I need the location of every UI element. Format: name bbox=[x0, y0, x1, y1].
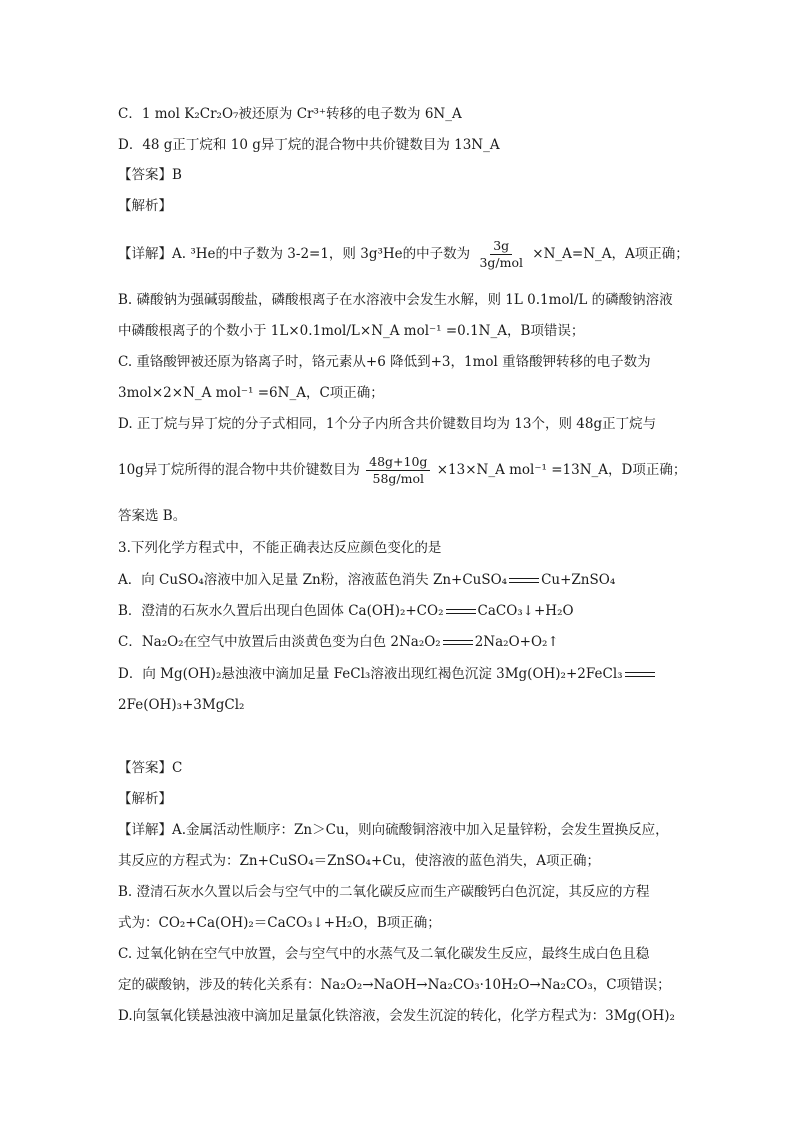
explain-a-line-1: 【详解】A.金属活动性顺序：Zn＞Cu，则向硫酸铜溶液中加入足量锌粉，会发生置换反应， bbox=[118, 822, 669, 838]
q3d-left: D．向 Mg(OH)₂悬浊液中滴加足量 FeCl₃溶液出现红褐色沉淀 3Mg(OH)₂+2FeCl₃ bbox=[118, 666, 623, 682]
detail-d-line-2 bbox=[118, 452, 686, 488]
detail-a-pre: 【详解】A. ³He的中子数为 3-2=1，则 3g³He的中子数为 bbox=[118, 246, 471, 262]
answer-label-2: 【答案】C bbox=[118, 760, 183, 776]
detail-d-line-1: D. 正丁烷与异丁烷的分子式相同，1个分子内所含共价键数目均为 13个，则 48g正丁烷与 bbox=[118, 416, 657, 432]
q3a-left: A．向 CuSO₄溶液中加入足量 Zn粉，溶液蓝色消失 Zn+CuSO₄ bbox=[118, 572, 508, 588]
explain-d-line-1: D.向氢氧化镁悬浊液中滴加足量氯化铁溶液，会发生沉淀的转化，化学方程式为：3Mg(OH)₂ bbox=[118, 1008, 675, 1024]
detail-c-line-1: C. 重铬酸钾被还原为铬离子时，铬元素从+6 降低到+3，1mol 重铬酸钾转移的电子数为 bbox=[118, 354, 651, 370]
q3-option-c bbox=[118, 632, 559, 652]
q3-option-d-cont: 2Fe(OH)₃+3MgCl₂ bbox=[118, 697, 245, 713]
equals-sign bbox=[507, 576, 541, 586]
question-3: 3.下列化学方程式中，不能正确表达反应颜色变化的是 bbox=[118, 540, 442, 556]
explain-c-line-2: 定的碳酸钠，涉及的转化关系有：Na₂O₂→NaOH→Na₂CO₃·10H₂O→Na₂CO₃，C项错误； bbox=[118, 977, 671, 993]
choose-answer: 答案选 B。 bbox=[118, 508, 187, 524]
option-c-prev: C．1 mol K₂Cr₂O₇被还原为 Cr³⁺转移的电子数为 6N_A bbox=[118, 106, 462, 122]
analysis-label-1: 【解析】 bbox=[118, 198, 172, 214]
equals-sign bbox=[444, 607, 478, 617]
q3-option-b bbox=[118, 601, 574, 621]
analysis-label-2: 【解析】 bbox=[118, 791, 172, 807]
option-d-prev: D．48 g正丁烷和 10 g异丁烷的混合物中共价键数目为 13N_A bbox=[118, 137, 500, 153]
fraction-d bbox=[366, 454, 430, 487]
answer-label-1: 【答案】B bbox=[118, 167, 182, 183]
fraction-a-numerator: 3g bbox=[490, 238, 512, 255]
equals-sign bbox=[441, 638, 475, 648]
detail-c-line-2: 3mol×2×N_A mol⁻¹ =6N_A，C项正确； bbox=[118, 385, 384, 401]
q3b-left: B．澄清的石灰水久置后出现白色固体 Ca(OH)₂+CO₂ bbox=[118, 603, 444, 619]
detail-d-pre: 10g异丁烷所得的混合物中共价键数目为 bbox=[118, 462, 360, 478]
fraction-d-numerator: 48g+10g bbox=[366, 454, 430, 471]
q3c-right: 2Na₂O+O₂↑ bbox=[474, 634, 559, 650]
equals-sign bbox=[623, 670, 657, 680]
detail-b-line-2: 中磷酸根离子的个数小于 1L×0.1mol/L×N_A mol⁻¹ =0.1N_A，B项错误； bbox=[118, 323, 585, 339]
fraction-d-denominator: 58g/mol bbox=[372, 471, 425, 486]
q3b-right: CaCO₃↓+H₂O bbox=[477, 603, 574, 619]
q3a-right: Cu+ZnSO₄ bbox=[541, 572, 616, 588]
detail-a-post: ×N_A=N_A，A项正确； bbox=[532, 246, 689, 262]
q3c-left: C．Na₂O₂在空气中放置后由淡黄色变为白色 2Na₂O₂ bbox=[118, 634, 441, 650]
fraction-a-denominator: 3g/mol bbox=[479, 255, 523, 270]
q3-option-a bbox=[118, 570, 615, 590]
explain-c-line-1: C. 过氧化钠在空气中放置，会与空气中的水蒸气及二氧化碳发生反应，最终生成白色且稳 bbox=[118, 946, 650, 962]
explain-b-line-1: B. 澄清石灰水久置以后会与空气中的二氧化碳反应而生产碳酸钙白色沉淀，其反应的方程 bbox=[118, 884, 650, 900]
explain-a-line-2: 其反应的方程式为：Zn+CuSO₄＝ZnSO₄+Cu，使溶液的蓝色消失，A项正确； bbox=[118, 853, 601, 869]
detail-a-line bbox=[118, 236, 689, 272]
detail-d-post: ×13×N_A mol⁻¹ =13N_A，D项正确； bbox=[436, 462, 687, 478]
q3-option-d bbox=[118, 664, 657, 684]
fraction-a bbox=[476, 238, 526, 271]
explain-b-line-2: 式为：CO₂+Ca(OH)₂＝CaCO₃↓+H₂O，B项正确； bbox=[118, 915, 441, 931]
detail-b-line-1: B. 磷酸钠为强碱弱酸盐，磷酸根离子在水溶液中会发生水解，则 1L 0.1mol/L 的磷酸钠溶液 bbox=[118, 292, 673, 308]
